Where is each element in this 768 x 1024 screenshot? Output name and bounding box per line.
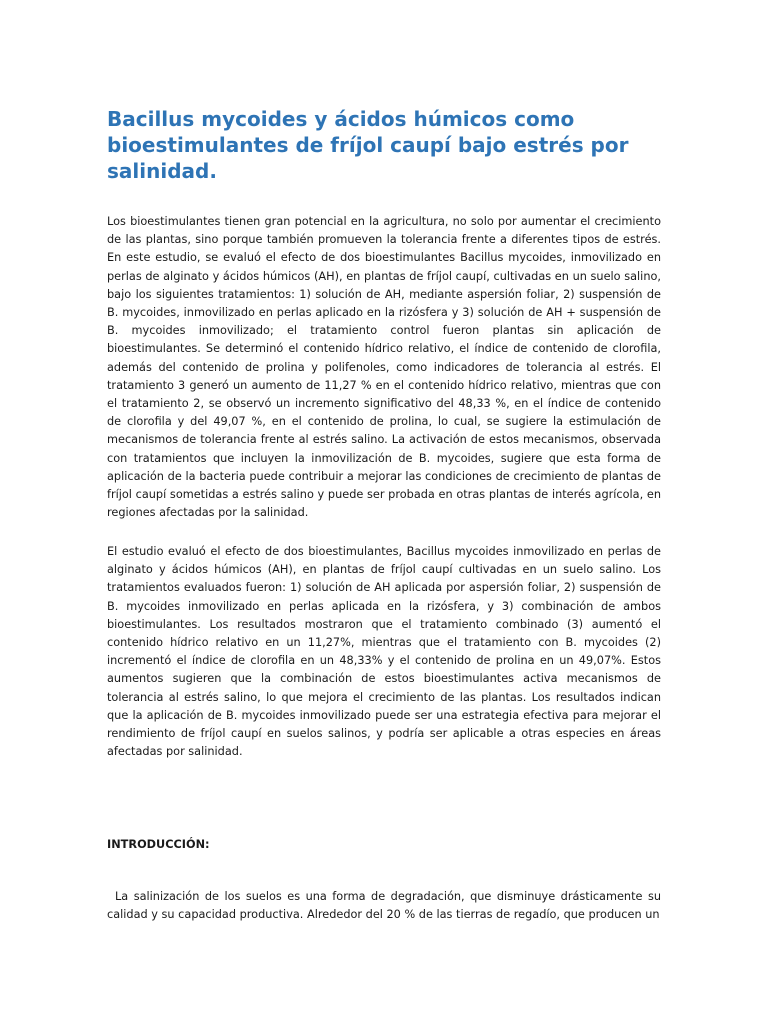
document-title: Bacillus mycoides y ácidos húmicos como bioestimulantes de fríjol caupí bajo estrés por salinidad. [107,107,629,183]
abstract-paragraph-1: Los bioestimulantes tienen gran potencial en la agricultura, no solo por aumentar el crecimiento de las plantas, sino porque también promueven la tolerancia frente a diferentes tipos de estrés. En este estudio, se evaluó el efecto de dos bioestimulantes Bacillus mycoides, inmovilizado en perlas de alginato y ácidos húmicos (AH), en plantas de fríjol caupí, cultivadas en un suelo salino, bajo los siguientes tratamientos: 1) solución de AH, mediante aspersión foliar, 2) suspensión de B. mycoides, inmovilizado en perlas aplicado en la rizósfera y 3) solución de AH + suspensión de B. mycoides inmovilizado; el tratamiento control fueron plantas sin aplicación de bioestimulantes. Se determinó el contenido hídrico relativo, el índice de contenido de clorofila, además del contenido de prolina y polifenoles, como indicadores de tolerancia al estrés. El tratamiento 3 generó un aumento de 11,27 % en el contenido hídrico relativo, mientras que con el tratamiento 2, se observó un incremento significativo del 48,33 %, en el índice de contenido de clorofila y del 49,07 %, en el contenido de prolina, lo cual, se sugiere la estimulación de mecanismos de tolerancia frente al estrés salino. La activación de estos mecanismos, observada con tratamientos que incluyen la inmovilización de B. mycoides, sugiere que esta forma de aplicación de la bacteria puede contribuir a mejorar las condiciones de crecimiento de plantas de fríjol caupí sometidas a estrés salino y puede ser probada en otras plantas de interés agrícola, en regiones afectadas por la salinidad. [107,215,661,520]
section-heading-introduccion: INTRODUCCIÓN: [107,838,210,851]
abstract-paragraph-2: El estudio evaluó el efecto de dos bioestimulantes, Bacillus mycoides inmovilizado en perlas de alginato y ácidos húmicos (AH), en plantas de fríjol caupí cultivadas en un suelo salino. Los tratamientos evaluados fueron: 1) solución de AH aplicada por aspersión foliar, 2) suspensión de B. mycoides inmovilizado en perlas aplicada en la rizósfera, y 3) combinación de ambos bioestimulantes. Los resultados mostraron que el tratamiento combinado (3) aumentó el contenido hídrico relativo en un 11,27%, mientras que el tratamiento con B. mycoides (2) incrementó el índice de clorofila en un 48,33% y el contenido de prolina en un 49,07%. Estos aumentos sugieren que la combinación de estos bioestimulantes activa mecanismos de tolerancia al estrés salino, lo que mejora el crecimiento de las plantas. Los resultados indican que la aplicación de B. mycoides inmovilizado puede ser una estrategia efectiva para mejorar el rendimiento de fríjol caupí en suelos salinos, y podría ser aplicable a otras especies en áreas afectadas por salinidad. [107,545,661,759]
intro-paragraph: La salinización de los suelos es una forma de degradación, que disminuye drásticamente su calidad y su capacidad productiva. Alrededor del 20 % de las tierras de regadío, que producen un [107,890,661,922]
